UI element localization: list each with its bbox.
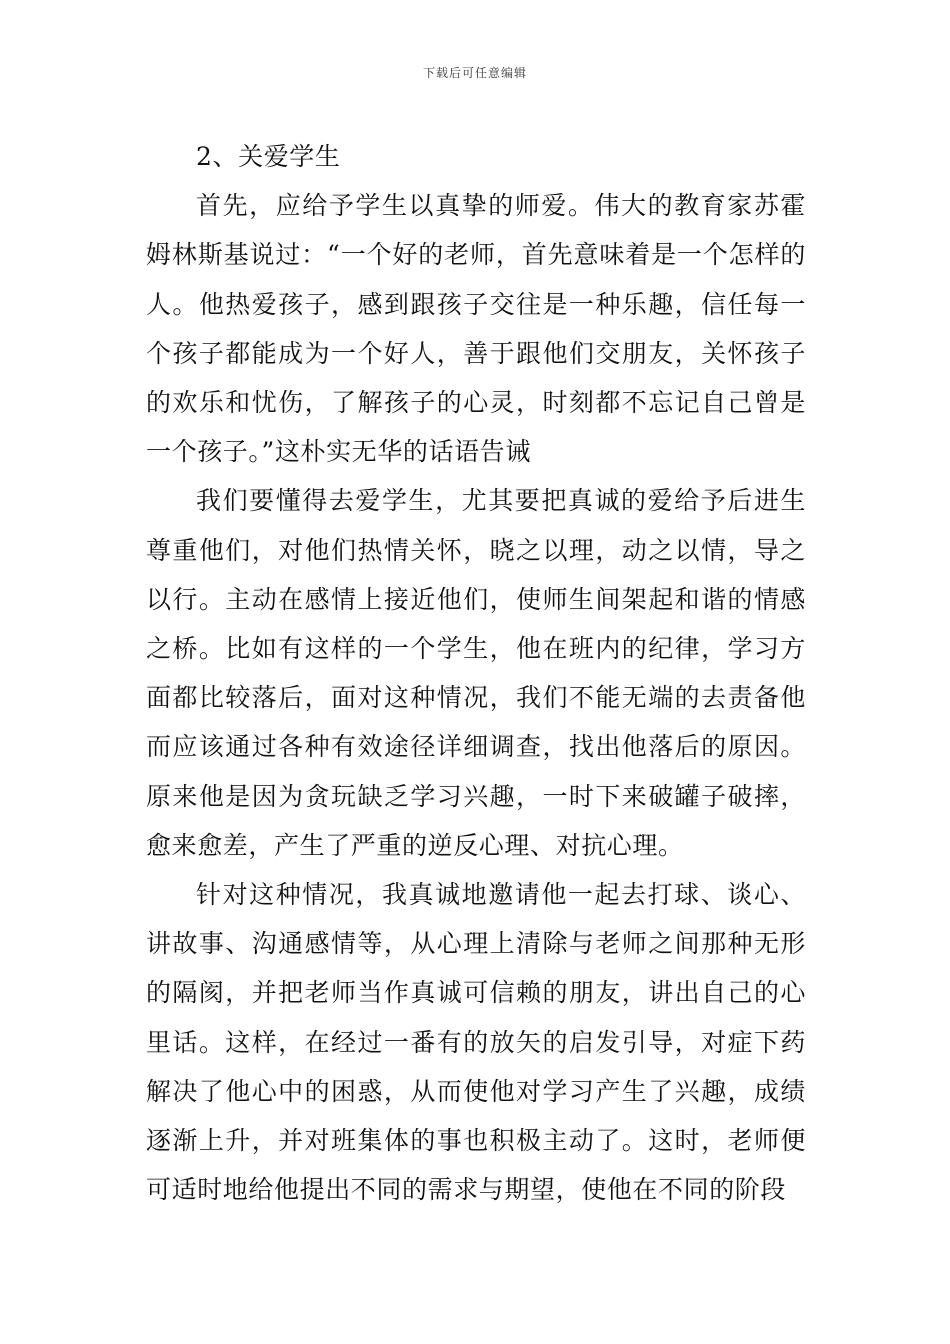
section-heading: 2、关爱学生 <box>196 142 341 171</box>
page-header: 下载后可任意编辑 <box>422 66 527 80</box>
paragraph-3: 针对这种情况，我真诚地邀请他一起去打球、谈心、讲故事、沟通感情等，从心理上清除与老师之间那种无形的隔阂，并把老师当作真诚可信赖的朋友，讲出自己的心里话。这样，在经过一番有的放矢的启发引导，对症下药解决了他心中的困惑，从而使他对学习产生了兴趣，成绩逐渐上升，并对班集体的事也积极主动了。这时，老师便可适时地给他提出不同的需求与期望，使他在不同的阶段 <box>146 880 806 1205</box>
paragraph-2: 我们要懂得去爱学生，尤其要把真诚的爱给予后进生尊重他们，对他们热情关怀，晓之以理，动之以情，导之以行。主动在感情上接近他们，使师生间架起和谐的情感之桥。比如有这样的一个学生，他在班内的纪律，学习方面都比较落后，面对这种情况，我们不能无端的去责备他而应该通过各种有效途径详细调查，找出他落后的原因。原来他是因为贪玩缺乏学习兴趣，一时下来破罐子破摔，愈来愈差，产生了严重的逆反心理、对抗心理。 <box>146 486 806 860</box>
paragraph-1: 首先，应给予学生以真挚的师爱。伟大的教育家苏霍姆林斯基说过：“一个好的老师，首先意味着是一个怎样的人。他热爱孩子，感到跟孩子交往是一种乐趣，信任每一个孩子都能成为一个好人，善于跟他们交朋友，关怀孩子的欢乐和忧伤，了解孩子的心灵，时刻都不忘记自己曾是一个孩子。”这朴实无华的话语告诫 <box>146 191 806 467</box>
document-body <box>146 132 806 1214</box>
